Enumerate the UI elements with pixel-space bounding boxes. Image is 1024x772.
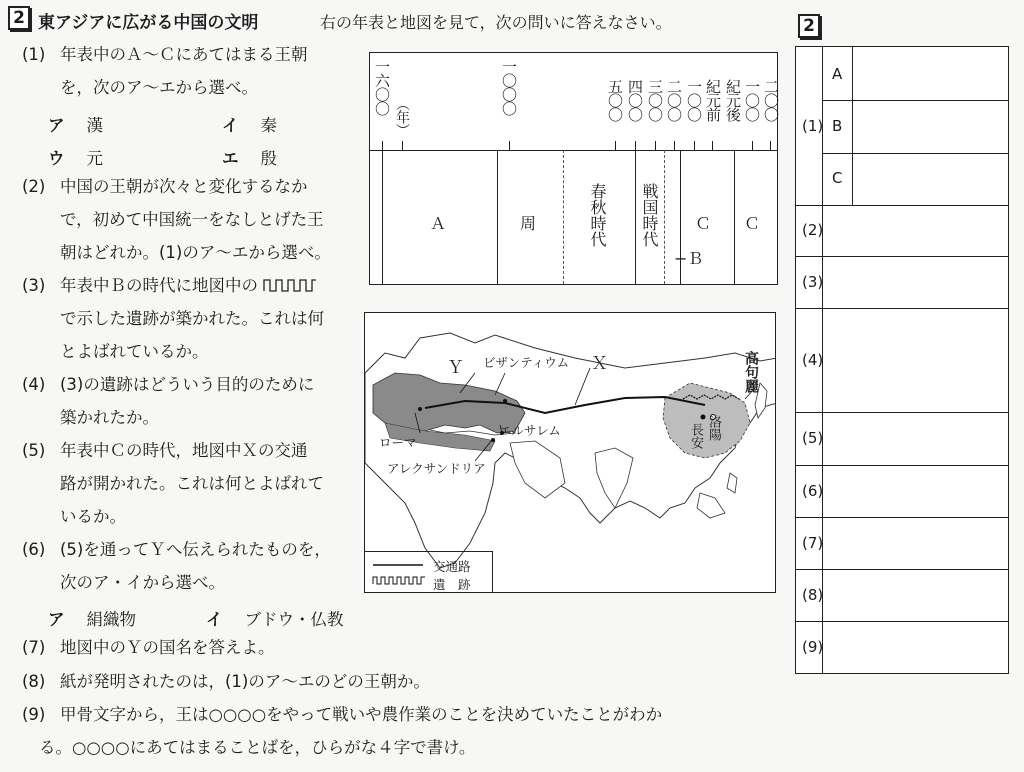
answer-label-c: C	[832, 169, 843, 187]
answer-cell-4[interactable]	[823, 309, 1008, 412]
year-ad: 紀元後	[724, 79, 742, 121]
question-9: (9) 甲骨文字から，王は○○○○をやって戦いや農作業のことを決めていたことがわか る。○○○○にあてはまることばを，ひらがな４字で書け。	[22, 705, 663, 757]
answer-label-7: (7)	[802, 534, 824, 552]
answer-label-8: (8)	[802, 586, 824, 604]
answer-cell-8[interactable]	[823, 570, 1008, 621]
legend-route-label: 交通路	[433, 559, 471, 574]
answer-label-1: (1)	[802, 117, 824, 135]
answer-cell-9[interactable]	[823, 622, 1008, 674]
question-8: (8) 紙が発明されたのは，(1)のア～エのどの王朝か。	[22, 672, 430, 691]
answer-cell-1a[interactable]	[853, 47, 1008, 100]
era-b: −Ｂ	[674, 249, 704, 268]
year-300: 三〇〇	[646, 79, 664, 121]
answer-label-3: (3)	[802, 273, 824, 291]
map-label-changan: 長安	[688, 423, 703, 449]
question-number-box: 2	[8, 6, 30, 30]
question-1-line2: を，次のア～エから選べ。	[60, 78, 258, 97]
answer-label-9: (9)	[802, 638, 824, 656]
era-c2: Ｃ	[744, 214, 761, 233]
section-title: 東アジアに広がる中国の文明	[38, 13, 259, 33]
ruins-symbol-icon	[263, 277, 317, 293]
map-label-goguryeo: 高句麗	[743, 351, 759, 393]
map-label-jerusalem: エルサレム	[499, 423, 561, 438]
answer-label-2: (2)	[802, 221, 824, 239]
year-ad-100: 一〇〇	[743, 79, 761, 121]
answer-cell-6[interactable]	[823, 466, 1008, 517]
year-500: 五〇〇	[606, 79, 624, 121]
era-zhou: 周	[520, 214, 537, 233]
legend-ruins-label: 遺 跡	[433, 577, 471, 592]
answer-label-5: (5)	[802, 429, 824, 447]
question-2: (2) 中国の王朝が次々と変化するなか で，初めて中国統一をなしとげた王 朝はどれか。(1)のア～エから選べ。	[22, 177, 331, 262]
question-1-line1: 年表中のＡ～Ｃにあてはまる王朝	[60, 45, 308, 64]
timeline-chart	[369, 52, 778, 285]
map-legend	[365, 551, 493, 593]
answer-cell-1c[interactable]	[853, 154, 1008, 205]
answer-label-a: A	[832, 65, 843, 83]
answer-label-b: B	[832, 117, 843, 135]
answer-cell-7[interactable]	[823, 518, 1008, 569]
map-label-rome: ローマ	[379, 435, 417, 450]
q1-option-i: イ 秦	[222, 116, 277, 135]
answer-cell-3[interactable]	[823, 257, 1008, 308]
q6-option-a: ア 絹織物	[48, 610, 136, 629]
map-label-alexandria: アレクサンドリア	[387, 461, 486, 476]
year-200: 二〇〇	[665, 79, 683, 121]
year-1000: 一〇〇〇	[500, 59, 518, 115]
era-a: Ａ	[430, 214, 447, 233]
answer-cell-2[interactable]	[823, 206, 1008, 256]
era-c1: Ｃ	[695, 214, 712, 233]
map-label-y: Ｙ	[447, 358, 464, 378]
answer-table	[795, 46, 1009, 674]
year-1600: 一六〇〇	[373, 59, 391, 115]
year-bc: 紀元前	[704, 79, 722, 121]
year-ad-200: 二〇〇	[762, 79, 780, 121]
answer-cell-1b[interactable]	[853, 101, 1008, 153]
answer-number-box: 2	[798, 14, 820, 38]
q6-option-i: イ ブドウ・仏教	[206, 610, 344, 629]
question-4: (4) (3)の遺跡はどういう目的のために 築かれたか。	[22, 375, 315, 427]
q1-option-e: エ 殷	[222, 149, 277, 168]
map-label-byzantium: ビザンティウム	[483, 355, 570, 370]
world-map	[364, 312, 776, 593]
question-6: (6) (5)を通ってＹへ伝えられたものを， 次のア・イから選べ。	[22, 540, 331, 592]
map-label-x: Ｘ	[591, 354, 608, 374]
answer-cell-5[interactable]	[823, 413, 1008, 465]
question-1-number: (1)	[22, 45, 46, 64]
year-100: 一〇〇	[685, 79, 703, 121]
year-unit: （年）	[394, 97, 410, 136]
q1-option-a: ア 漢	[48, 116, 103, 135]
era-chunqiu: 春秋時代	[588, 183, 607, 247]
instruction-text: 右の年表と地図を見て，次の問いに答えなさい。	[320, 13, 672, 32]
era-zhanguo: 戦国時代	[640, 183, 659, 247]
q1-option-u: ウ 元	[48, 149, 103, 168]
question-7: (7) 地図中のＹの国名を答えよ。	[22, 638, 275, 657]
question-1	[22, 38, 308, 104]
year-400: 四〇〇	[626, 79, 644, 121]
answer-label-6: (6)	[802, 482, 824, 500]
map-label-luoyang: 洛陽	[706, 415, 721, 441]
question-5: (5) 年表中Ｃの時代，地図中Ｘの交通 路が開かれた。これは何とよばれて いるか。	[22, 441, 324, 526]
question-3: (3) 年表中Ｂの時代に地図中の で示した遺跡が築かれた。これは何 とよばれているか。	[22, 276, 324, 361]
answer-label-4: (4)	[802, 351, 824, 369]
